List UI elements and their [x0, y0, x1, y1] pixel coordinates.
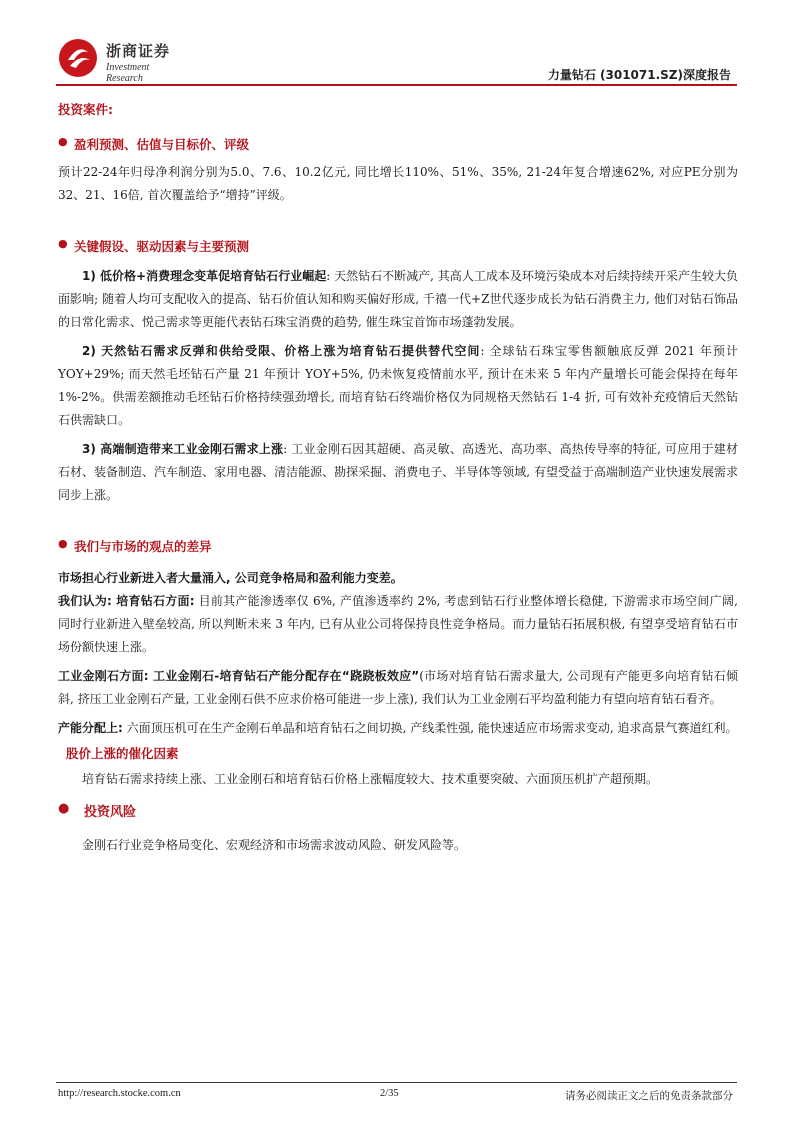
- page-number: 2/35: [380, 1088, 399, 1099]
- we-think-paragraph: [58, 590, 738, 659]
- assumption-item-1: [58, 265, 738, 334]
- capacity-label: 产能分配上:: [58, 721, 123, 735]
- thesis-heading: 投资案件:: [58, 102, 113, 117]
- industrial-paragraph: [58, 665, 738, 711]
- we-think-label: 我们认为: 培育钻石方面:: [58, 594, 195, 608]
- catalysts-heading: 股价上涨的催化因素: [66, 746, 179, 761]
- market-worry: 市场担心行业新进入者大量涌入, 公司竞争格局和盈利能力变差。: [58, 571, 403, 585]
- logo-mark-icon: [58, 38, 98, 78]
- forecast-paragraph: 预计22-24年归母净利润分别为5.0、7.6、10.2亿元, 同比增长110%、51%、35%, 21-24年复合增速62%, 对应PE分别为32、21、16倍, 首次覆盖给予“增持”评级。: [58, 165, 738, 202]
- report-body: [58, 98, 738, 857]
- assumption-item-3-text: : 工业金刚石因其超硬、高灵敏、高透光、高功率、高热传导率的特征, 可应用于建材石材、装备制造、汽车制造、家用电器、清洁能源、勘探采掘、消费电子、半导体等领域, 有望受益于高端制造产业快速发展需求同步上涨。: [58, 442, 738, 502]
- footer-disclaimer: 请务必阅读正文之后的免责条款部分: [565, 1090, 733, 1102]
- forecast-heading: ● 盈利预测、估值与目标价、评级: [58, 135, 738, 153]
- header-divider: [56, 84, 737, 86]
- assumption-item-2-label: 2) 天然钻石需求反弹和供给受限、价格上涨为培育钻石提供替代空间: [82, 344, 481, 358]
- assumptions-heading: ● 关键假设、驱动因素与主要预测: [58, 237, 738, 255]
- assumption-item-3-label: 3) 高端制造带来工业金刚石需求上涨: [82, 442, 284, 456]
- assumption-item-2: [58, 340, 738, 432]
- capacity-text: 六面顶压机可在生产金刚石单晶和培育钻石之间切换, 产线柔性强, 能快速适应市场需求变动, 追求高景气赛道红利。: [122, 721, 738, 735]
- logo-chinese-name: 浙商证券: [106, 42, 171, 60]
- we-think-text: 目前其产能渗透率仅 6%, 产值渗透率约 2%, 考虑到钻石行业整体增长稳健, 下游需求市场空间广阔, 同时行业新进入壁垒较高, 所以判断未来 3 年内, 已有从业公司将保持良性竞争格局。而力量钻石拓展积极, 有望享受培育钻石市场份额快速上涨。: [58, 594, 738, 654]
- assumption-item-3: [58, 438, 738, 507]
- capacity-paragraph: [58, 717, 738, 740]
- views-heading: ● 我们与市场的观点的差异: [58, 537, 738, 555]
- page-header: [0, 0, 793, 90]
- logo-english-name: Investment Research: [106, 62, 150, 84]
- footer-divider: [56, 1082, 737, 1083]
- risks-paragraph: 金刚石行业竞争格局变化、宏观经济和市场需求波动风险、研发风险等。: [82, 838, 467, 852]
- risks-heading: ● 投资风险: [58, 801, 738, 820]
- report-title: 力量钻石 (301071.SZ)深度报告: [547, 68, 731, 82]
- industrial-label: 工业金刚石方面: 工业金刚石-培育钻石产能分配存在“跷跷板效应”: [58, 669, 420, 683]
- industrial-text: (市场对培育钻石需求量大, 公司现有产能更多向培育钻石倾斜, 挤压工业金刚石产量, 工业金刚石供不应求价格可能进一步上涨), 我们认为工业金刚石平均盈利能力有望向培育钻石看齐。: [58, 669, 738, 706]
- catalysts-paragraph: 培育钻石需求持续上涨、工业金刚石和培育钻石价格上涨幅度较大、技术重要突破、六面顶压机扩产超预期。: [82, 772, 659, 786]
- assumption-item-2-text: : 全球钻石珠宝零售额触底反弹 2021 年预计 YOY+29%; 而天然毛坯钻石产量 21 年预计 YOY+5%, 仍未恢复疫情前水平, 预计在未来 5 年内产量增长可能会保持在每年 1%-2%。供需差额推动毛坯钻石价格持续强劲增长, 而培育钻石终端价格仅为同规格天然钻石 1-4 折, 可有效补充疫情后天然钻石供需缺口。: [58, 344, 739, 427]
- company-logo: [58, 38, 188, 84]
- assumption-item-1-label: 1) 低价格+消费理念变革促培育钻石行业崛起: [82, 269, 327, 283]
- assumption-item-1-text: : 天然钻石不断减产, 其高人工成本及环境污染成本对后续持续开采产生较大负面影响; 随着人均可支配收入的提高、钻石价值认知和购买偏好形成, 千禧一代+Z世代逐步成长为钻石消费主力, 他们对钻石饰品的日常化需求、悦己需求等更能代表钻石珠宝消费的趋势, 催生珠宝首饰市场蓬勃发展。: [58, 269, 738, 329]
- footer-url[interactable]: http://research.stocke.com.cn: [58, 1088, 181, 1099]
